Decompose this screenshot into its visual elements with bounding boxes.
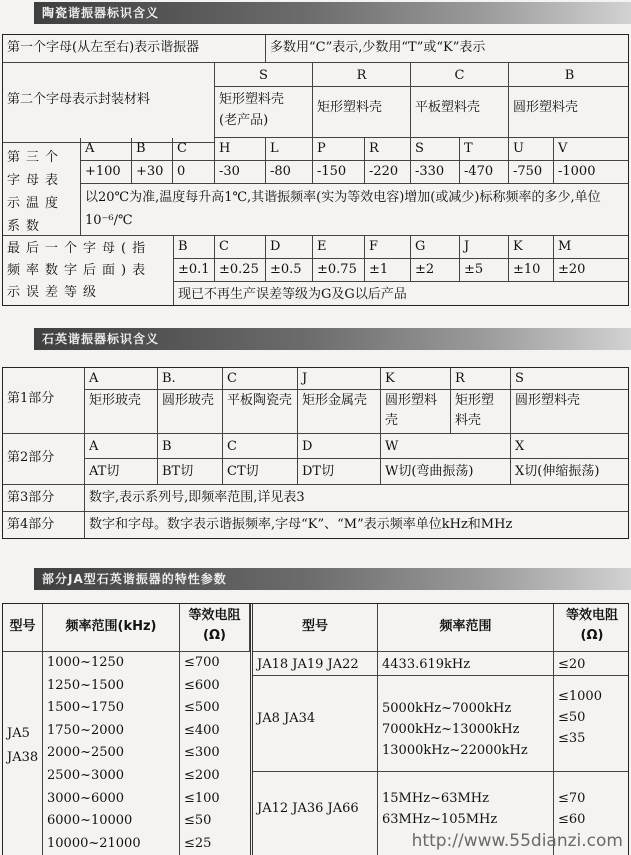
left-model: JA5 JA38 xyxy=(3,652,43,855)
temp-value: 0 xyxy=(173,161,215,184)
part1-name: 圆形塑料壳 xyxy=(511,390,629,434)
tolerance-value: ±10 xyxy=(509,259,554,282)
right-imps-ja8 xyxy=(554,676,629,772)
row2-b-name: 圆形塑料壳 xyxy=(509,87,629,138)
part1-name: 圆形塑料壳 xyxy=(381,390,451,434)
freq-range-cell: 1750~2000 xyxy=(43,720,180,743)
header-impedance: 等效电阻(Ω) xyxy=(180,604,250,652)
tolerance-value: ±20 xyxy=(554,259,629,282)
temp-letter: A xyxy=(81,138,132,161)
row3-label: 第三个字母表示温度系数 xyxy=(3,138,81,236)
part1-letter: C xyxy=(223,368,298,390)
tolerance-letter: G xyxy=(411,236,460,259)
header-range: 频率范围(kHz) xyxy=(43,604,180,652)
range-row: 15MHz~63MHz xyxy=(382,791,489,806)
row1-desc: 多数用“C”表示,少数用“T”或“K”表示 xyxy=(266,35,629,63)
temp-letter: P xyxy=(313,138,365,161)
right-model-ja8: JA8 JA34 xyxy=(253,676,378,772)
freq-range-cell: 2500~3000 xyxy=(43,765,180,788)
freq-range-cell: 10000~21000 xyxy=(43,833,180,855)
tolerance-value: ±0.75 xyxy=(313,259,365,282)
tolerance-letter: J xyxy=(460,236,509,259)
imp-row: ≤70 xyxy=(558,791,586,806)
impedance-cell: ≤50 xyxy=(184,813,212,829)
range-row: 5000kHz~7000kHz xyxy=(382,701,512,716)
part1-letter: K xyxy=(381,368,451,390)
part2-name: BT切 xyxy=(158,459,223,485)
impedance-cell: ≤400 xyxy=(184,722,220,738)
temp-letter: V xyxy=(554,138,629,161)
part1-letter: S xyxy=(511,368,629,390)
tolerance-letter: F xyxy=(365,236,411,259)
ceramic-resonator-table xyxy=(2,34,629,306)
row1-label: 第一个字母(从左至右)表示谐振器 xyxy=(3,35,266,63)
part2-letter: C xyxy=(223,434,298,459)
part3-label: 第3部分 xyxy=(3,485,85,512)
tolerance-value: ±0.25 xyxy=(215,259,266,282)
row4-label: 最后一个字母(指频率数字后面)表示误差等级 xyxy=(3,236,174,306)
row2-letter-b: B xyxy=(509,63,629,87)
part2-letter: X xyxy=(511,434,629,459)
row2-label: 第二个字母表示封装材料 xyxy=(3,63,215,166)
tolerance-letter: B xyxy=(174,236,215,259)
impedance-cell: ≤25 xyxy=(184,835,212,851)
temp-value: -470 xyxy=(460,161,509,184)
banner-ja-parameters: 部分JA型石英谐振器的特性参数 xyxy=(34,568,631,590)
part2-letter: W xyxy=(381,434,511,459)
tolerance-letter: C xyxy=(215,236,266,259)
temp-value: +100 xyxy=(81,161,132,184)
header-impedance-2: 等效电阻(Ω) xyxy=(554,604,629,652)
impedance-cell: ≤500 xyxy=(184,700,220,716)
row3-note: 以20℃为准,温度每升高1℃,其谐振频率(实为等效电容)增加(或减少)标称频率的多少,单位10⁻⁶/℃ xyxy=(81,184,629,236)
part1-name: 矩形玻壳 xyxy=(85,390,158,434)
part1-letter: A xyxy=(85,368,158,390)
s-name-note: (老产品) xyxy=(219,113,269,128)
tolerance-value: ±2 xyxy=(411,259,460,282)
impedance-cell: ≤700 xyxy=(184,655,220,670)
header-model-2: 型号 xyxy=(253,604,378,652)
range-row: 7000kHz~13000kHz xyxy=(382,722,520,737)
freq-range-cell: 1250~1500 xyxy=(43,675,180,698)
impedance-cell: ≤600 xyxy=(184,677,220,693)
part1-name: 矩形塑料壳 xyxy=(451,390,511,434)
part1-letter: J xyxy=(298,368,381,390)
part1-label: 第1部分 xyxy=(3,368,85,434)
temp-value: -750 xyxy=(509,161,554,184)
part2-letter: B xyxy=(158,434,223,459)
part2-name: CT切 xyxy=(223,459,298,485)
banner-quartz-resonator: 石英谐振器标识含义 xyxy=(34,328,631,350)
temp-letter: T xyxy=(460,138,509,161)
freq-range-cell: 1500~1750 xyxy=(43,697,180,720)
part2-label: 第2部分 xyxy=(3,434,85,485)
tolerance-value: ±0.1 xyxy=(174,259,215,282)
row2-letter-c: C xyxy=(411,63,509,87)
right-model-ja12: JA12 JA36 JA66 xyxy=(253,772,378,855)
part2-name: X切(伸缩振荡) xyxy=(511,459,629,485)
tolerance-letter: K xyxy=(509,236,554,259)
freq-range-cell: 3000~6000 xyxy=(43,788,180,811)
ja-parameters-table xyxy=(2,603,629,855)
temp-value: -1000 xyxy=(554,161,629,184)
row2-r-name: 矩形塑料壳 xyxy=(313,87,411,138)
freq-range-cell: 2000~2500 xyxy=(43,742,180,765)
part2-name: W切(弯曲振荡) xyxy=(381,459,511,485)
part2-name: DT切 xyxy=(298,459,381,485)
impedance-cell: ≤300 xyxy=(184,745,220,761)
right-range-ja18: 4433.619kHz xyxy=(378,652,554,676)
temp-letter: S xyxy=(411,138,460,161)
right-model-ja18: JA18 JA19 JA22 xyxy=(253,652,378,676)
part2-letter: D xyxy=(298,434,381,459)
tolerance-value: ±5 xyxy=(460,259,509,282)
part1-letter: R xyxy=(451,368,511,390)
temp-letter: U xyxy=(509,138,554,161)
imp-row: ≤35 xyxy=(558,731,586,746)
row2-c-name: 平板塑料壳 xyxy=(411,87,509,138)
site-watermark: http://www.55dianzi.com xyxy=(411,831,623,851)
tolerance-letter: D xyxy=(266,236,313,259)
part2-letter: A xyxy=(85,434,158,459)
part1-name: 平板陶瓷壳 xyxy=(223,390,298,434)
imp-row: ≤60 xyxy=(558,812,586,827)
part4-label: 第4部分 xyxy=(3,512,85,539)
impedance-cell: ≤200 xyxy=(184,768,220,783)
row4-note: 现已不再生产误差等级为G及G以后产品 xyxy=(178,287,407,302)
temp-letter: C xyxy=(173,138,215,161)
temp-value: -220 xyxy=(365,161,411,184)
temp-letter: L xyxy=(266,138,313,161)
right-imp-ja18: ≤20 xyxy=(554,652,629,676)
part1-name: 圆形玻壳 xyxy=(158,390,223,434)
tolerance-value: ±1 xyxy=(365,259,411,282)
row2-letter-r: R xyxy=(313,63,411,87)
row2-letter-s: S xyxy=(215,63,313,87)
s-name-text: 矩形塑料壳 xyxy=(219,92,285,107)
header-range-2: 频率范围 xyxy=(378,604,554,652)
temp-value: -80 xyxy=(266,161,313,184)
tolerance-letter: M xyxy=(554,236,629,259)
temp-letter: H xyxy=(215,138,266,161)
temp-value: -150 xyxy=(313,161,365,184)
tolerance-value: ±0.5 xyxy=(266,259,313,282)
part2-name: AT切 xyxy=(85,459,158,485)
temp-value: -330 xyxy=(411,161,460,184)
range-row: 63MHz~105MHz xyxy=(382,812,498,827)
part4-desc: 数字和字母。数字表示谐振频率,字母“K”、“M”表示频率单位kHz和MHz xyxy=(89,517,513,532)
range-row: 13000kHz~22000kHz xyxy=(382,743,528,758)
part1-letter: B. xyxy=(158,368,223,390)
banner-ceramic-resonator: 陶瓷谐振器标识含义 xyxy=(34,2,631,24)
imp-row: ≤1000 xyxy=(558,689,602,704)
header-model: 型号 xyxy=(3,604,43,652)
imp-row: ≤50 xyxy=(558,710,586,725)
part3-desc: 数字,表示系列号,即频率范围,详见表3 xyxy=(85,485,629,512)
freq-range-cell: 1000~1250 xyxy=(43,652,180,675)
part1-name: 矩形金属壳 xyxy=(298,390,381,434)
tolerance-letter: E xyxy=(313,236,365,259)
temp-letter: R xyxy=(365,138,411,161)
impedance-cell: ≤100 xyxy=(184,790,220,806)
temp-value: +30 xyxy=(132,161,173,184)
temp-value: -30 xyxy=(215,161,266,184)
freq-range-cell: 6000~10000 xyxy=(43,810,180,833)
right-ranges-ja8 xyxy=(378,676,554,772)
temp-letter: B xyxy=(132,138,173,161)
row2-s-name xyxy=(215,87,313,138)
quartz-resonator-table xyxy=(2,367,629,539)
